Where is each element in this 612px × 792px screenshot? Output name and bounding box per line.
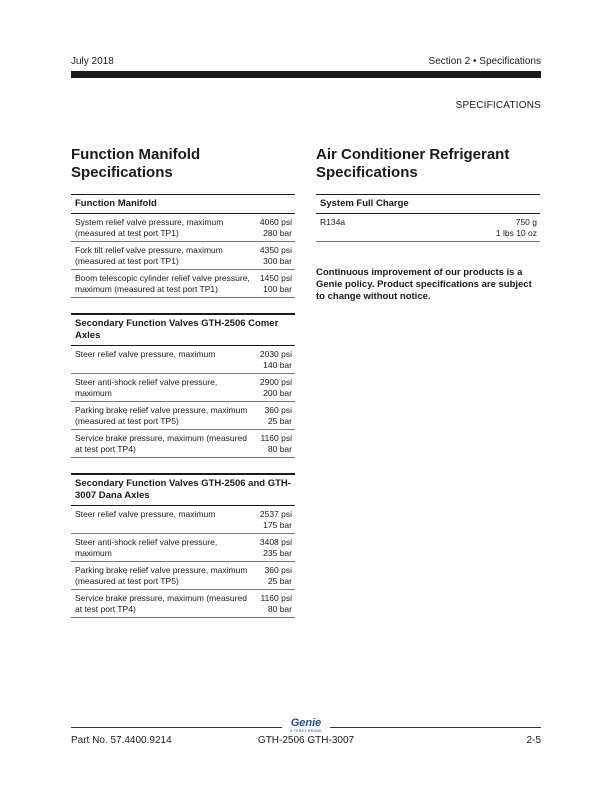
table-heading: Function Manifold [71, 194, 295, 214]
table-heading: System Full Charge [316, 194, 540, 214]
row-value: 2030 psi 140 bar [259, 349, 292, 370]
table-row [71, 270, 295, 298]
secondary-valves-dana-table [71, 473, 295, 618]
right-column [316, 146, 540, 303]
table-row [71, 590, 295, 618]
header-date: July 2018 [71, 56, 114, 67]
row-value: 1160 psi 80 bar [260, 433, 292, 454]
title-line2: Specifications [71, 164, 173, 181]
row-desc: Boom telescopic cylinder relief valve pressure, maximum (measured at test port TP1) [75, 273, 250, 294]
table-row [71, 402, 295, 430]
table-row [316, 214, 540, 242]
row-value: 750 g 1 lbs 10 oz [495, 217, 537, 238]
system-full-charge-table [316, 194, 540, 242]
title-line1: Air Conditioner Refrigerant [316, 146, 510, 163]
title-line2: Specifications [316, 164, 418, 181]
table-row [71, 242, 295, 270]
table-heading: Secondary Function Valves GTH-2506 and GTH-3007 Dana Axles [71, 473, 295, 506]
row-value: 360 psi 25 bar [264, 405, 292, 426]
secondary-valves-comer-table [71, 313, 295, 458]
row-value: 1160 psi 80 bar [260, 593, 292, 614]
table-row [71, 374, 295, 402]
page-number: 2-5 [526, 735, 541, 746]
row-desc: Steer anti-shock relief valve pressure, maximum [75, 537, 218, 558]
row-desc: Parking brake relief valve pressure, maximum (measured at test port TP5) [75, 405, 248, 426]
row-value: 3408 psi 235 bar [259, 537, 292, 558]
table-heading: Secondary Function Valves GTH-2506 Comer Axles [71, 313, 295, 346]
genie-logo: Genie A TEREX BRAND [290, 717, 322, 733]
row-value: 1450 psi 100 bar [259, 273, 292, 294]
row-value: 2537 psi 175 bar [259, 509, 292, 530]
function-manifold-table [71, 194, 295, 298]
table-row [71, 534, 295, 562]
row-desc: Parking brake relief valve pressure, maximum (measured at test port TP5) [75, 565, 248, 586]
row-value: 2900 psi 200 bar [259, 377, 292, 398]
row-value: 4060 psi 280 bar [259, 217, 292, 238]
table-row [71, 562, 295, 590]
function-manifold-title [71, 146, 295, 182]
row-desc: Fork tilt relief valve pressure, maximum (measured at test port TP1) [75, 245, 223, 266]
air-conditioner-title [316, 146, 540, 182]
row-desc: R134a [320, 217, 346, 227]
table-row [71, 506, 295, 534]
footer-rule-left [71, 727, 282, 728]
part-number: Part No. 57.4400.9214 [71, 735, 172, 746]
policy-notice: Continuous improvement of our products is a Genie policy. Product specifications are subject to change without notice. [316, 267, 532, 302]
table-row [71, 214, 295, 242]
title-line1: Function Manifold [71, 146, 201, 163]
table-row [71, 346, 295, 374]
model-names: GTH-2506 GTH-3007 [257, 735, 355, 746]
row-value: 4350 psi 300 bar [259, 245, 292, 266]
row-desc: Service brake pressure, maximum (measured at test port TP4) [75, 593, 247, 614]
footer-rule-right [330, 727, 541, 728]
left-column [71, 146, 295, 618]
header-section: Section 2 • Specifications [428, 56, 541, 67]
row-value: 360 psi 25 bar [264, 565, 292, 586]
row-desc: Steer anti-shock relief valve pressure, maximum [75, 377, 218, 398]
section-label: SPECIFICATIONS [455, 100, 541, 111]
row-desc: System relief valve pressure, maximum (measured at test port TP1) [75, 217, 224, 238]
table-row [71, 430, 295, 458]
row-desc: Steer relief valve pressure, maximum [75, 509, 216, 519]
header-rule [71, 71, 541, 78]
row-desc: Steer relief valve pressure, maximum [75, 349, 216, 359]
row-desc: Service brake pressure, maximum (measured at test port TP4) [75, 433, 247, 454]
